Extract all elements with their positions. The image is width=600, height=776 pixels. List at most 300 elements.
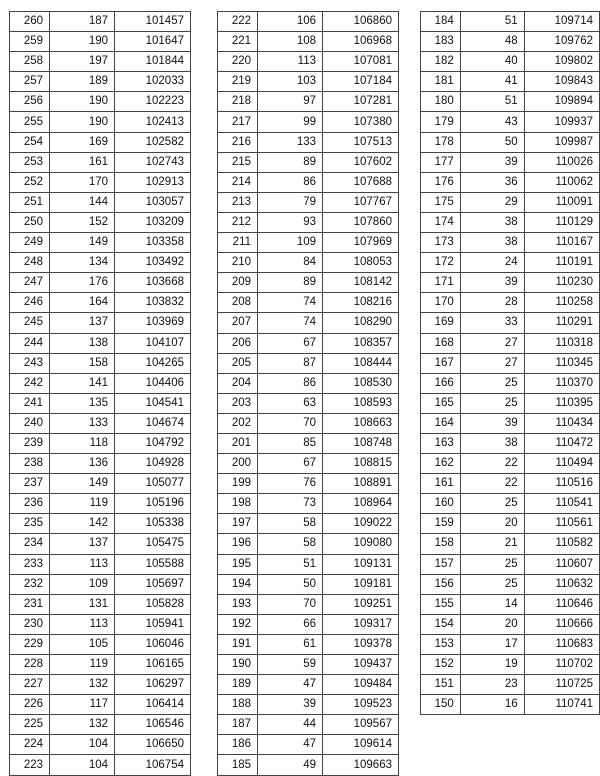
- table-row: [218, 172, 399, 192]
- score-cell: 158: [421, 534, 461, 554]
- table-row: [421, 333, 600, 353]
- table-row: [421, 695, 600, 715]
- cumulative-cell: 105941: [115, 614, 191, 634]
- count-cell: 25: [460, 494, 524, 514]
- cumulative-cell: 106754: [115, 755, 191, 775]
- cumulative-cell: 110167: [524, 233, 599, 253]
- table-row: [10, 12, 191, 32]
- count-cell: 25: [460, 554, 524, 574]
- count-cell: 158: [50, 353, 115, 373]
- score-cell: 209: [218, 273, 258, 293]
- score-cell: 182: [421, 52, 461, 72]
- table-row: [10, 715, 191, 735]
- score-cell: 220: [218, 52, 258, 72]
- table-row: [421, 474, 600, 494]
- table-row: [421, 433, 600, 453]
- table-row: [10, 192, 191, 212]
- count-cell: 135: [50, 393, 115, 413]
- count-cell: 86: [258, 373, 323, 393]
- table-row: [218, 614, 399, 634]
- cumulative-cell: 110541: [524, 494, 599, 514]
- score-cell: 179: [421, 112, 461, 132]
- cumulative-cell: 103358: [115, 233, 191, 253]
- table-row: [10, 373, 191, 393]
- count-cell: 89: [258, 152, 323, 172]
- score-table-2: [217, 11, 399, 776]
- cumulative-cell: 102033: [115, 72, 191, 92]
- score-cell: 191: [218, 634, 258, 654]
- count-cell: 93: [258, 212, 323, 232]
- cumulative-cell: 109614: [323, 735, 399, 755]
- count-cell: 16: [460, 695, 524, 715]
- table-row: [218, 373, 399, 393]
- score-cell: 221: [218, 32, 258, 52]
- score-cell: 252: [10, 172, 50, 192]
- count-cell: 117: [50, 695, 115, 715]
- table-row: [10, 413, 191, 433]
- cumulative-cell: 108593: [323, 393, 399, 413]
- count-cell: 105: [50, 634, 115, 654]
- score-cell: 151: [421, 675, 461, 695]
- table-row: [421, 52, 600, 72]
- score-cell: 189: [218, 675, 258, 695]
- score-cell: 226: [10, 695, 50, 715]
- cumulative-cell: 107281: [323, 92, 399, 112]
- count-cell: 47: [258, 735, 323, 755]
- count-cell: 24: [460, 253, 524, 273]
- table-row: [218, 393, 399, 413]
- score-table-1: [9, 11, 191, 776]
- table-row: [10, 353, 191, 373]
- count-cell: 28: [460, 293, 524, 313]
- count-cell: 87: [258, 353, 323, 373]
- count-cell: 189: [50, 72, 115, 92]
- table-row: [421, 373, 600, 393]
- score-cell: 242: [10, 373, 50, 393]
- score-table-body: [421, 12, 600, 715]
- cumulative-cell: 103492: [115, 253, 191, 273]
- cumulative-cell: 110582: [524, 534, 599, 554]
- cumulative-cell: 107380: [323, 112, 399, 132]
- table-row: [10, 675, 191, 695]
- table-row: [218, 675, 399, 695]
- count-cell: 43: [460, 112, 524, 132]
- score-cell: 207: [218, 313, 258, 333]
- table-row: [218, 293, 399, 313]
- score-cell: 253: [10, 152, 50, 172]
- score-cell: 175: [421, 192, 461, 212]
- count-cell: 197: [50, 52, 115, 72]
- count-cell: 106: [258, 12, 323, 32]
- table-row: [10, 554, 191, 574]
- cumulative-cell: 110258: [524, 293, 599, 313]
- cumulative-cell: 109181: [323, 574, 399, 594]
- table-row: [218, 353, 399, 373]
- table-row: [10, 735, 191, 755]
- count-cell: 14: [460, 594, 524, 614]
- table-row: [421, 172, 600, 192]
- cumulative-cell: 110725: [524, 675, 599, 695]
- count-cell: 137: [50, 313, 115, 333]
- score-cell: 215: [218, 152, 258, 172]
- score-cell: 200: [218, 454, 258, 474]
- table-row: [218, 634, 399, 654]
- table-row: [218, 574, 399, 594]
- table-row: [421, 32, 600, 52]
- cumulative-cell: 109714: [524, 12, 599, 32]
- count-cell: 21: [460, 534, 524, 554]
- cumulative-cell: 102582: [115, 132, 191, 152]
- score-cell: 234: [10, 534, 50, 554]
- score-cell: 258: [10, 52, 50, 72]
- count-cell: 190: [50, 32, 115, 52]
- table-row: [218, 474, 399, 494]
- cumulative-cell: 102913: [115, 172, 191, 192]
- count-cell: 41: [460, 72, 524, 92]
- count-cell: 97: [258, 92, 323, 112]
- count-cell: 138: [50, 333, 115, 353]
- table-row: [218, 554, 399, 574]
- table-row: [421, 534, 600, 554]
- cumulative-cell: 102223: [115, 92, 191, 112]
- count-cell: 63: [258, 393, 323, 413]
- count-cell: 70: [258, 594, 323, 614]
- table-row: [10, 433, 191, 453]
- cumulative-cell: 107602: [323, 152, 399, 172]
- table-row: [421, 12, 600, 32]
- cumulative-cell: 107688: [323, 172, 399, 192]
- cumulative-cell: 109437: [323, 655, 399, 675]
- table-row: [218, 112, 399, 132]
- cumulative-cell: 101844: [115, 52, 191, 72]
- score-cell: 213: [218, 192, 258, 212]
- table-row: [218, 454, 399, 474]
- score-cell: 246: [10, 293, 50, 313]
- table-row: [218, 152, 399, 172]
- table-row: [218, 192, 399, 212]
- count-cell: 103: [258, 72, 323, 92]
- score-cell: 173: [421, 233, 461, 253]
- count-cell: 118: [50, 433, 115, 453]
- cumulative-cell: 107184: [323, 72, 399, 92]
- count-cell: 38: [460, 433, 524, 453]
- count-cell: 84: [258, 253, 323, 273]
- table-row: [421, 72, 600, 92]
- count-cell: 152: [50, 212, 115, 232]
- table-row: [10, 233, 191, 253]
- score-cell: 201: [218, 433, 258, 453]
- cumulative-cell: 105338: [115, 514, 191, 534]
- count-cell: 141: [50, 373, 115, 393]
- score-cell: 203: [218, 393, 258, 413]
- cumulative-cell: 110370: [524, 373, 599, 393]
- table-row: [421, 574, 600, 594]
- count-cell: 25: [460, 393, 524, 413]
- count-cell: 20: [460, 614, 524, 634]
- table-row: [218, 413, 399, 433]
- score-cell: 239: [10, 433, 50, 453]
- table-row: [218, 132, 399, 152]
- count-cell: 49: [258, 755, 323, 775]
- count-cell: 58: [258, 534, 323, 554]
- table-row: [218, 92, 399, 112]
- score-cell: 232: [10, 574, 50, 594]
- table-row: [421, 212, 600, 232]
- count-cell: 51: [460, 92, 524, 112]
- cumulative-cell: 104406: [115, 373, 191, 393]
- count-cell: 70: [258, 413, 323, 433]
- cumulative-cell: 101457: [115, 12, 191, 32]
- count-cell: 176: [50, 273, 115, 293]
- table-row: [218, 514, 399, 534]
- count-cell: 25: [460, 574, 524, 594]
- score-cell: 160: [421, 494, 461, 514]
- count-cell: 187: [50, 12, 115, 32]
- cumulative-cell: 105196: [115, 494, 191, 514]
- count-cell: 27: [460, 333, 524, 353]
- cumulative-cell: 109802: [524, 52, 599, 72]
- score-cell: 205: [218, 353, 258, 373]
- count-cell: 39: [460, 413, 524, 433]
- count-cell: 44: [258, 715, 323, 735]
- cumulative-cell: 105697: [115, 574, 191, 594]
- cumulative-cell: 104541: [115, 393, 191, 413]
- cumulative-cell: 110434: [524, 413, 599, 433]
- cumulative-cell: 108891: [323, 474, 399, 494]
- table-row: [10, 152, 191, 172]
- score-cell: 196: [218, 534, 258, 554]
- count-cell: 85: [258, 433, 323, 453]
- count-cell: 58: [258, 514, 323, 534]
- cumulative-cell: 109523: [323, 695, 399, 715]
- score-table-body: [10, 12, 191, 776]
- cumulative-cell: 101647: [115, 32, 191, 52]
- cumulative-cell: 109894: [524, 92, 599, 112]
- table-row: [218, 253, 399, 273]
- cumulative-cell: 109317: [323, 614, 399, 634]
- score-cell: 233: [10, 554, 50, 574]
- cumulative-cell: 106968: [323, 32, 399, 52]
- cumulative-cell: 102743: [115, 152, 191, 172]
- table-row: [10, 52, 191, 72]
- table-row: [10, 313, 191, 333]
- cumulative-cell: 107969: [323, 233, 399, 253]
- count-cell: 59: [258, 655, 323, 675]
- cumulative-cell: 109378: [323, 634, 399, 654]
- count-cell: 86: [258, 172, 323, 192]
- count-cell: 66: [258, 614, 323, 634]
- table-row: [10, 655, 191, 675]
- table-row: [421, 594, 600, 614]
- score-cell: 152: [421, 655, 461, 675]
- table-row: [421, 413, 600, 433]
- table-row: [218, 433, 399, 453]
- score-cell: 177: [421, 152, 461, 172]
- cumulative-cell: 107513: [323, 132, 399, 152]
- score-cell: 237: [10, 474, 50, 494]
- score-cell: 225: [10, 715, 50, 735]
- table-row: [218, 715, 399, 735]
- table-row: [218, 32, 399, 52]
- table-row: [218, 273, 399, 293]
- table-row: [218, 233, 399, 253]
- score-cell: 223: [10, 755, 50, 775]
- score-cell: 240: [10, 413, 50, 433]
- cumulative-cell: 109843: [524, 72, 599, 92]
- score-cell: 238: [10, 454, 50, 474]
- cumulative-cell: 105588: [115, 554, 191, 574]
- count-cell: 104: [50, 755, 115, 775]
- count-cell: 39: [460, 273, 524, 293]
- score-cell: 217: [218, 112, 258, 132]
- score-cell: 168: [421, 333, 461, 353]
- cumulative-cell: 106165: [115, 655, 191, 675]
- count-cell: 51: [258, 554, 323, 574]
- table-row: [421, 655, 600, 675]
- count-cell: 144: [50, 192, 115, 212]
- cumulative-cell: 106414: [115, 695, 191, 715]
- cumulative-cell: 110702: [524, 655, 599, 675]
- score-cell: 199: [218, 474, 258, 494]
- score-cell: 184: [421, 12, 461, 32]
- cumulative-cell: 105828: [115, 594, 191, 614]
- count-cell: 74: [258, 293, 323, 313]
- score-cell: 231: [10, 594, 50, 614]
- count-cell: 25: [460, 373, 524, 393]
- count-cell: 39: [258, 695, 323, 715]
- table-row: [10, 112, 191, 132]
- cumulative-cell: 103832: [115, 293, 191, 313]
- cumulative-cell: 108663: [323, 413, 399, 433]
- table-row: [218, 494, 399, 514]
- count-cell: 109: [258, 233, 323, 253]
- count-cell: 190: [50, 92, 115, 112]
- score-cell: 166: [421, 373, 461, 393]
- table-row: [10, 534, 191, 554]
- cumulative-cell: 104107: [115, 333, 191, 353]
- score-cell: 249: [10, 233, 50, 253]
- cumulative-cell: 104674: [115, 413, 191, 433]
- score-cell: 157: [421, 554, 461, 574]
- count-cell: 79: [258, 192, 323, 212]
- table-row: [218, 52, 399, 72]
- score-cell: 254: [10, 132, 50, 152]
- score-cell: 193: [218, 594, 258, 614]
- table-row: [218, 72, 399, 92]
- cumulative-cell: 108530: [323, 373, 399, 393]
- score-cell: 229: [10, 634, 50, 654]
- score-cell: 150: [421, 695, 461, 715]
- score-cell: 224: [10, 735, 50, 755]
- score-cell: 211: [218, 233, 258, 253]
- score-cell: 187: [218, 715, 258, 735]
- score-cell: 256: [10, 92, 50, 112]
- cumulative-cell: 108748: [323, 433, 399, 453]
- table-row: [218, 534, 399, 554]
- cumulative-cell: 108290: [323, 313, 399, 333]
- count-cell: 89: [258, 273, 323, 293]
- count-cell: 113: [50, 554, 115, 574]
- cumulative-cell: 110683: [524, 634, 599, 654]
- count-cell: 161: [50, 152, 115, 172]
- score-cell: 214: [218, 172, 258, 192]
- count-cell: 104: [50, 735, 115, 755]
- table-row: [421, 313, 600, 333]
- table-row: [10, 514, 191, 534]
- cumulative-cell: 110741: [524, 695, 599, 715]
- table-row: [421, 293, 600, 313]
- score-cell: 248: [10, 253, 50, 273]
- count-cell: 40: [460, 52, 524, 72]
- table-row: [10, 32, 191, 52]
- cumulative-cell: 108216: [323, 293, 399, 313]
- score-cell: 185: [218, 755, 258, 775]
- score-cell: 244: [10, 333, 50, 353]
- count-cell: 109: [50, 574, 115, 594]
- table-row: [421, 192, 600, 212]
- score-cell: 204: [218, 373, 258, 393]
- table-row: [218, 655, 399, 675]
- count-cell: 22: [460, 454, 524, 474]
- score-cell: 210: [218, 253, 258, 273]
- count-cell: 149: [50, 233, 115, 253]
- cumulative-cell: 106546: [115, 715, 191, 735]
- cumulative-cell: 108964: [323, 494, 399, 514]
- table-row: [421, 152, 600, 172]
- count-cell: 19: [460, 655, 524, 675]
- table-row: [10, 172, 191, 192]
- table-row: [218, 333, 399, 353]
- score-cell: 174: [421, 212, 461, 232]
- table-row: [10, 594, 191, 614]
- table-row: [218, 594, 399, 614]
- count-cell: 164: [50, 293, 115, 313]
- count-cell: 27: [460, 353, 524, 373]
- count-cell: 142: [50, 514, 115, 534]
- cumulative-cell: 110026: [524, 152, 599, 172]
- cumulative-cell: 105475: [115, 534, 191, 554]
- table-row: [421, 514, 600, 534]
- score-cell: 154: [421, 614, 461, 634]
- score-cell: 206: [218, 333, 258, 353]
- score-cell: 159: [421, 514, 461, 534]
- count-cell: 29: [460, 192, 524, 212]
- score-cell: 208: [218, 293, 258, 313]
- count-cell: 61: [258, 634, 323, 654]
- cumulative-cell: 106046: [115, 634, 191, 654]
- count-cell: 134: [50, 253, 115, 273]
- cumulative-cell: 104928: [115, 454, 191, 474]
- score-cell: 186: [218, 735, 258, 755]
- count-cell: 73: [258, 494, 323, 514]
- cumulative-cell: 108142: [323, 273, 399, 293]
- cumulative-cell: 110561: [524, 514, 599, 534]
- score-cell: 167: [421, 353, 461, 373]
- count-cell: 20: [460, 514, 524, 534]
- table-row: [421, 92, 600, 112]
- cumulative-cell: 109022: [323, 514, 399, 534]
- count-cell: 39: [460, 152, 524, 172]
- table-row: [421, 132, 600, 152]
- count-cell: 133: [258, 132, 323, 152]
- table-row: [10, 253, 191, 273]
- count-cell: 67: [258, 333, 323, 353]
- cumulative-cell: 109251: [323, 594, 399, 614]
- score-cell: 153: [421, 634, 461, 654]
- table-row: [218, 212, 399, 232]
- cumulative-cell: 109484: [323, 675, 399, 695]
- cumulative-cell: 110230: [524, 273, 599, 293]
